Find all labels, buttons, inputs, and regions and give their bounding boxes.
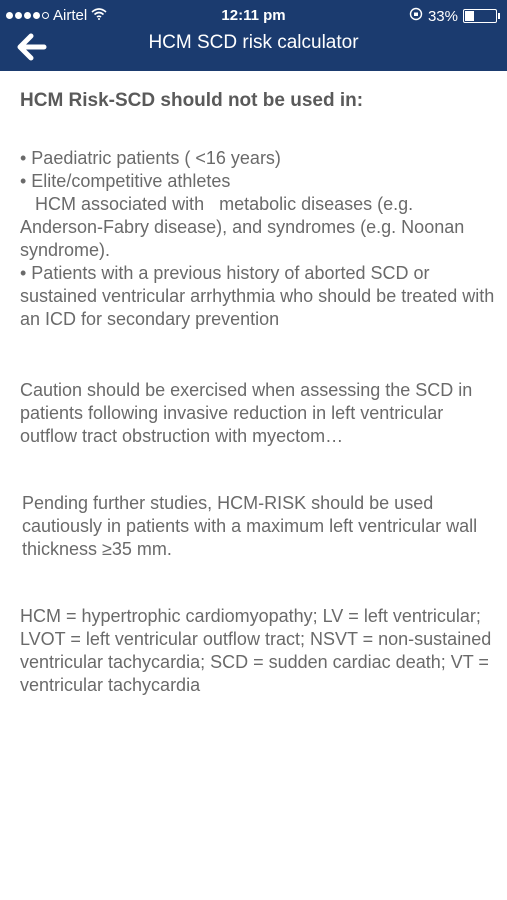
app-header [0, 0, 507, 71]
content-area [20, 89, 500, 697]
abbreviations-text: HCM = hypertrophic cardiomyopathy; LV = left ventricular; LVOT = left ventricular outflow tract; NSVT = non-sustained ventricular tachycardia; SCD = sudden cardiac death; VT = ventricular tachycardia [20, 606, 492, 695]
list-item: • Paediatric patients ( <16 years) [20, 148, 281, 168]
battery-status [409, 7, 497, 25]
caution-text: Caution should be exercised when assessing the SCD in patients following invasive reduction in left ventricular outflow tract obstruction with myectom… [20, 380, 473, 446]
list-item: HCM associated with metabolic diseases (e.g. Anderson-Fabry disease), and syndromes (e.g. Noonan syndrome). [20, 194, 470, 260]
page-title: HCM SCD risk calculator [148, 32, 359, 53]
nav-bar [0, 28, 507, 71]
pending-text: Pending further studies, HCM-RISK should be used cautiously in patients with a maximum left ventricular wall thickness ≥35 mm. [22, 493, 478, 559]
rotation-lock-icon [409, 7, 423, 25]
battery-fill [465, 11, 474, 21]
carrier-label: Airtel [53, 7, 88, 24]
battery-percent: 33% [427, 7, 458, 25]
list-item: • Patients with a previous history of aborted SCD or sustained ventricular arrhythmia who should be treated with an ICD for secondary prevention [20, 263, 495, 329]
section-heading: HCM Risk-SCD should not be used in: [20, 90, 364, 111]
list-item: • Elite/competitive athletes [20, 171, 231, 191]
clock: 12:11 pm [221, 7, 286, 24]
battery-icon [463, 9, 497, 23]
